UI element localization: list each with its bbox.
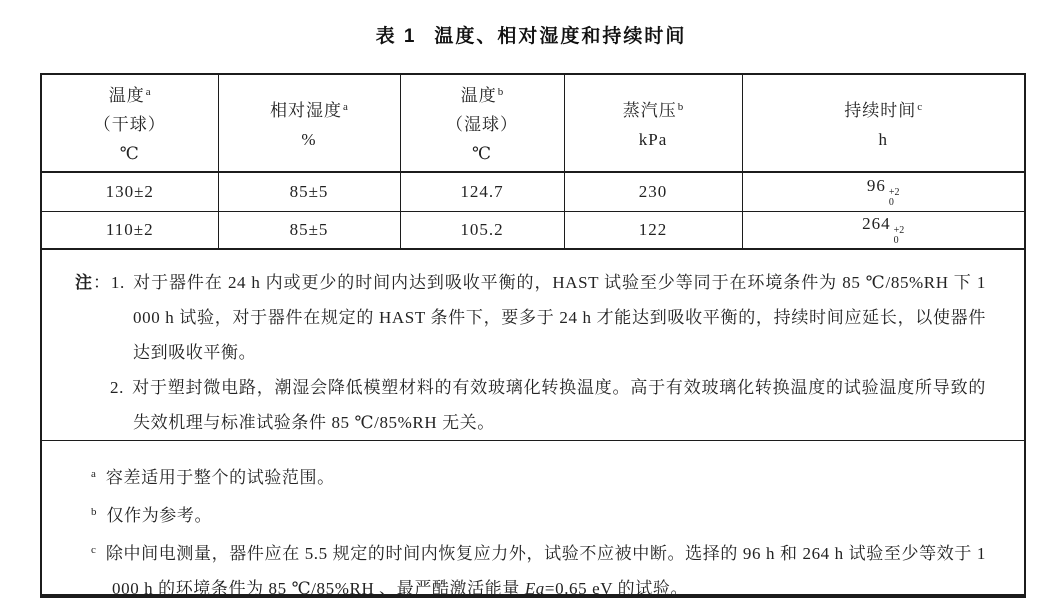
tolerance-lower: 0 (893, 235, 899, 246)
footnote-marker-a: a (91, 468, 96, 480)
footnote-marker-b: b (91, 506, 97, 518)
footnote-ref-b: b (497, 86, 504, 98)
tolerance-upper: +2 (888, 187, 900, 198)
footnote-a (90, 457, 986, 495)
header-subtitle: （干球） (93, 115, 166, 134)
footnote-b (90, 495, 986, 533)
footnote-text: =0.65 eV 的试验。 (544, 579, 689, 598)
note-number: 2. (110, 378, 124, 397)
cell-duration (742, 172, 1024, 212)
header-unit: ℃ (119, 144, 140, 163)
tolerance-upper: +2 (893, 225, 905, 236)
table-row (42, 172, 1024, 212)
col-header-wet-bulb-temp (400, 75, 564, 172)
header-unit: ℃ (471, 144, 493, 163)
header-label: 持续时间 (844, 100, 917, 120)
note-item-1 (75, 265, 986, 370)
header-subtitle: （湿球） (446, 115, 518, 134)
footnote-ref-a: a (343, 100, 348, 113)
note-text: 对于塑封微电路，潮湿会降低模塑材料的有效玻璃化转换温度。高于有效玻璃化转换温度的试验温度所导致的失效机理与标准试验条件 85 ℃/85%RH 无关。 (131, 378, 986, 432)
header-unit: h (878, 129, 888, 149)
table-number: 表 1 (375, 26, 417, 47)
footnote-text: 容差适用于整个的试验范围。 (105, 468, 335, 487)
duration-tolerance (889, 188, 900, 208)
col-header-duration (742, 75, 1024, 172)
header-label: 温度 (108, 86, 145, 105)
notes-section (42, 250, 1024, 441)
col-header-vapor-pressure (564, 75, 742, 172)
footnote-ref-c: c (917, 100, 923, 113)
duration-tolerance (894, 226, 905, 246)
cell-vapor-pressure: 230 (564, 172, 742, 212)
header-row (42, 75, 1024, 172)
cell-wet-bulb: 124.7 (400, 172, 564, 212)
cell-duration (742, 212, 1024, 250)
cell-wet-bulb: 105.2 (400, 212, 564, 250)
header-label: 温度 (460, 86, 497, 105)
notes-label: 注 (75, 273, 93, 292)
header-label: 蒸汽压 (622, 100, 677, 120)
table-frame (40, 73, 1026, 598)
col-header-relative-humidity (218, 75, 400, 172)
header-unit: kPa (638, 129, 668, 149)
header-unit: % (301, 129, 317, 149)
cell-humidity: 85±5 (218, 172, 400, 212)
col-header-dry-bulb-temp (42, 75, 218, 172)
cell-vapor-pressure: 122 (564, 212, 742, 250)
notes-colon: ： (92, 273, 111, 292)
conditions-table (42, 75, 1024, 250)
note-number: 1. (110, 273, 125, 292)
footnote-marker-c: c (91, 544, 96, 556)
table-row (42, 212, 1024, 250)
footnote-text: 仅作为参考。 (106, 506, 213, 525)
duration-value: 96 (866, 176, 886, 195)
table-title-text: 温度、相对湿度和持续时间 (434, 26, 687, 47)
footnote-ref-b: b (677, 100, 684, 113)
cell-dry-bulb: 130±2 (42, 172, 218, 212)
table-title (0, 21, 1062, 48)
note-text: 对于器件在 24 h 内或更少的时间内达到吸收平衡的，HAST 试验至少等同于在环境条件为 85 ℃/85%RH 下 1 000 h 试验，对于器件在规定的 HAST 条件下，要多于 24 h 才能达到吸收平衡的，持续时间应延长，以使器件达到吸收平衡。 (132, 273, 986, 362)
footnote-c (90, 533, 986, 606)
note-item-2 (110, 370, 986, 440)
duration-value: 264 (862, 214, 891, 233)
cell-dry-bulb: 110±2 (42, 212, 218, 250)
tolerance-lower: 0 (888, 197, 894, 208)
cell-humidity: 85±5 (218, 212, 400, 250)
activation-energy-symbol: Ea (524, 579, 545, 598)
header-label: 相对湿度 (270, 100, 343, 120)
footnote-text: 除中间电测量，器件应在 5.5 规定的时间内恢复应力外，试验不应被中断。选择的 96 h 和 264 h 试验至少等效于 1 000 h 的环境条件为 85 ℃/85%RH 、最严酷激活能量 (105, 544, 986, 598)
footnotes-section (42, 441, 1024, 606)
footnote-ref-a: a (145, 86, 151, 98)
